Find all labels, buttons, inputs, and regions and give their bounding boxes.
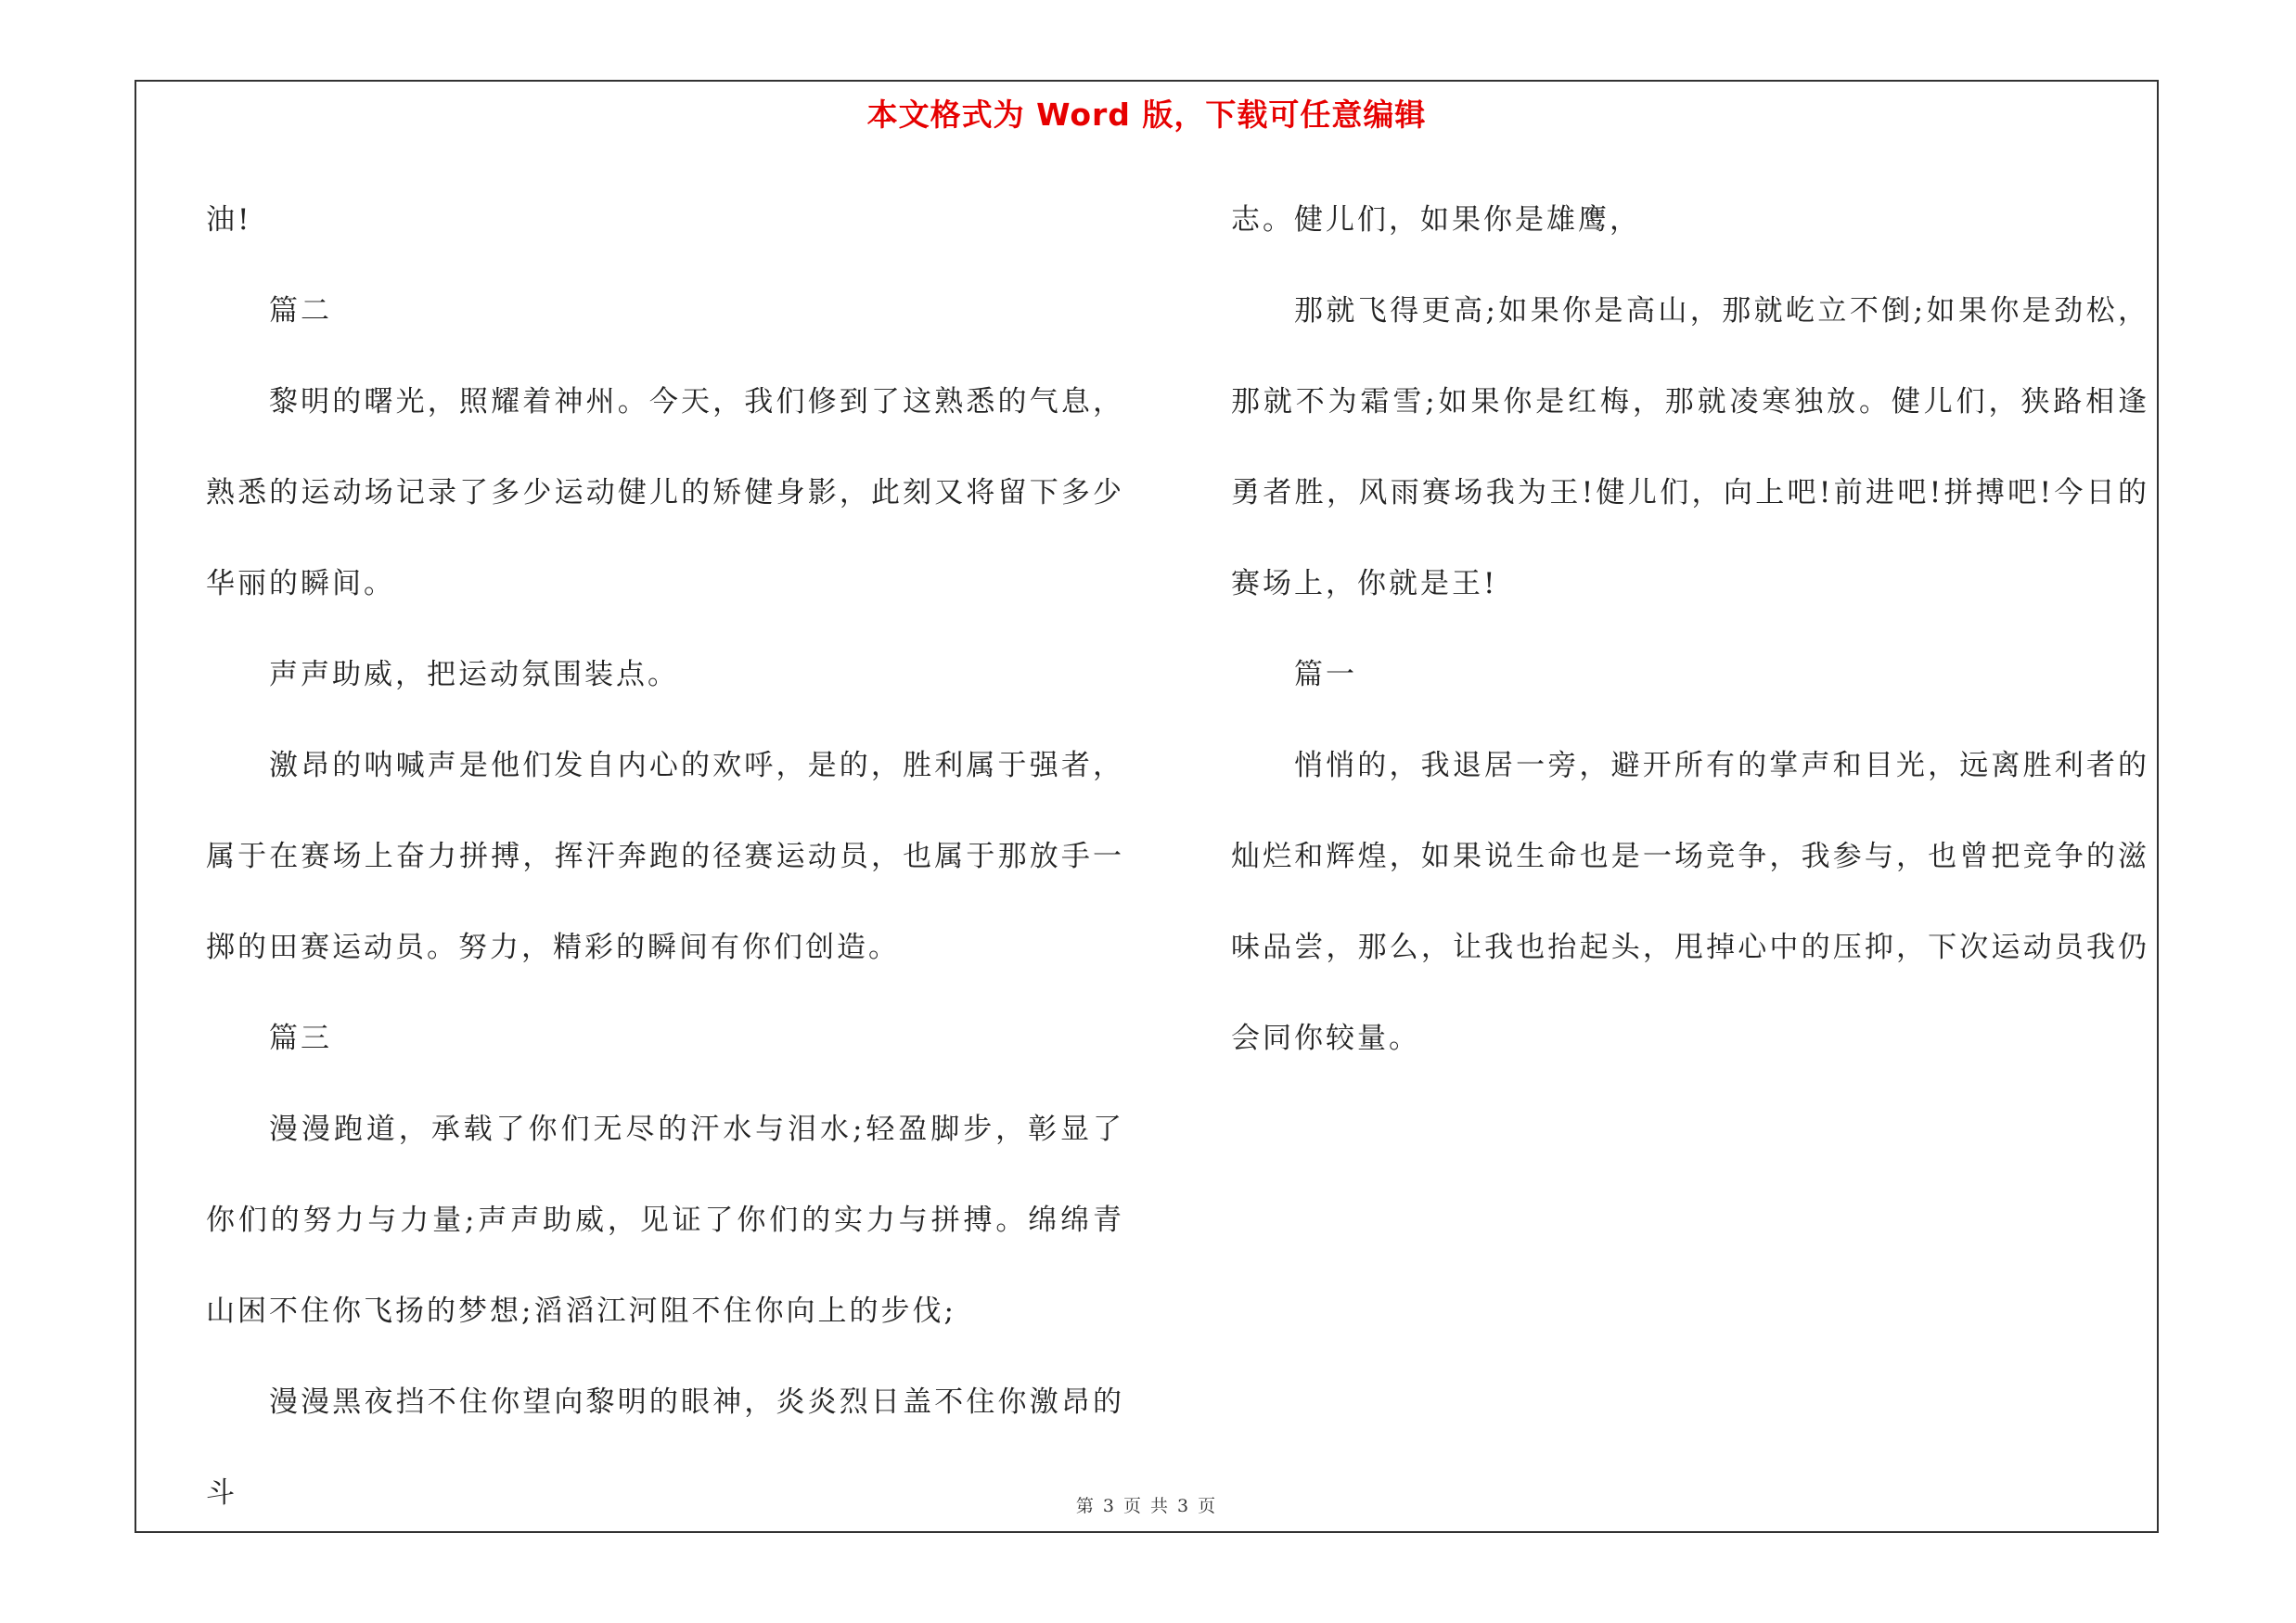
left-text-column: [206, 174, 1124, 1539]
paragraph: 那就飞得更高;如果你是高山，那就屹立不倒;如果你是劲松，那就不为霜雪;如果你是红梅，那就凌寒独放。健儿们，狭路相逢勇者胜，风雨赛场我为王!健儿们，向上吧!前进吧!拼搏吧!今日的赛场上，你就是王!: [1231, 294, 2149, 600]
section-heading-2: 篇二: [269, 294, 332, 328]
right-text-column: [1231, 174, 2149, 1084]
paragraph: 漫漫跑道，承载了你们无尽的汗水与泪水;轻盈脚步，彰显了你们的努力与力量;声声助威，见证了你们的实力与拼搏。绵绵青山困不住你飞扬的梦想;滔滔江河阻不住你向上的步伐;: [206, 1113, 1124, 1328]
section-heading-3: 篇三: [269, 1022, 332, 1055]
paragraph: 声声助威，把运动氛围装点。: [269, 658, 679, 691]
paragraph: 激昂的呐喊声是他们发自内心的欢呼，是的，胜利属于强者，属于在赛场上奋力拼搏，挥汗奔跑的径赛运动员，也属于那放手一掷的田赛运动员。努力，精彩的瞬间有你们创造。: [206, 749, 1124, 964]
paragraph: 油!: [206, 203, 252, 237]
paragraph: 悄悄的，我退居一旁，避开所有的掌声和目光，远离胜利者的灿烂和辉煌，如果说生命也是一场竞争，我参与，也曾把竞争的滋味品尝，那么，让我也抬起头，甩掉心中的压抑，下次运动员我仍会同你较量。: [1231, 749, 2149, 1055]
word-format-notice: 本文格式为 Word 版，下载可任意编辑: [866, 97, 1427, 133]
page-number: 第 3 页 共 3 页: [1075, 1496, 1218, 1516]
paragraph: 志。健儿们，如果你是雄鹰，: [1231, 203, 1641, 237]
paragraph: 漫漫黑夜挡不住你望向黎明的眼神，炎炎烈日盖不住你激昂的斗: [206, 1385, 1124, 1510]
paragraph: 黎明的曙光，照耀着神州。今天，我们修到了这熟悉的气息，熟悉的运动场记录了多少运动健儿的矫健身影，此刻又将留下多少华丽的瞬间。: [206, 385, 1124, 600]
page-frame: [135, 80, 2159, 1533]
section-heading-1: 篇一: [1294, 658, 1357, 691]
